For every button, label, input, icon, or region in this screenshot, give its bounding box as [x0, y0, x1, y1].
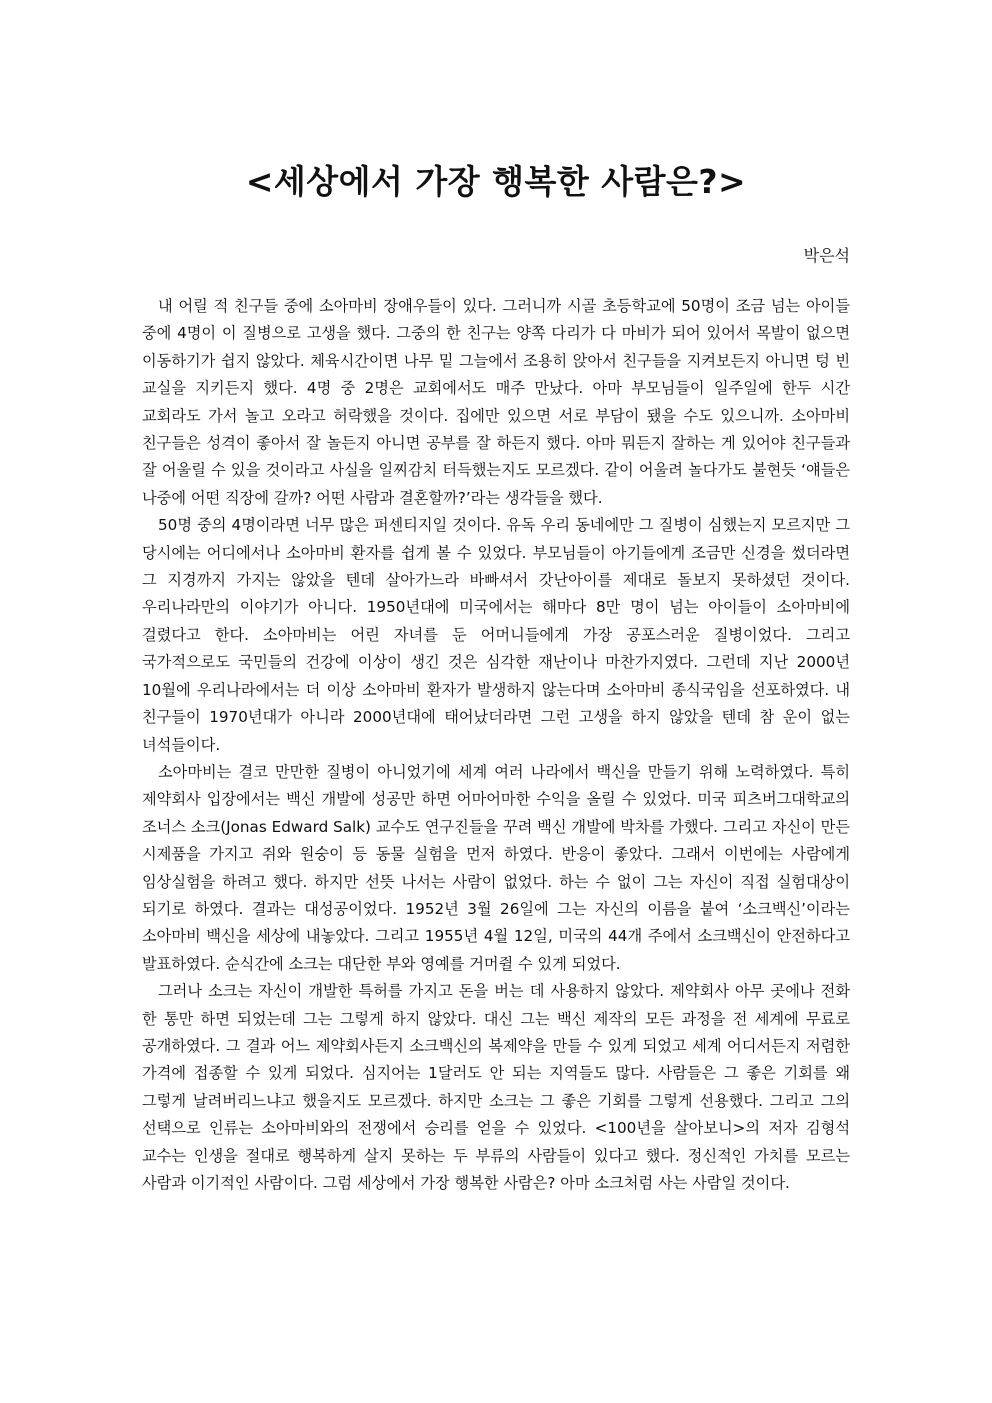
- author-name: 박은석: [803, 246, 850, 265]
- document-title: <세상에서 가장 행복한 사람은?>: [245, 162, 747, 201]
- paragraph-4: 그러나 소크는 자신이 개발한 특허를 가지고 돈을 버는 데 사용하지 않았다. 제약회사 아무 곳에나 전화 한 통만 하면 되었는데 그는 그렇게 하지 않았다. 대신 그는 백신 제작의 모든 과정을 전 세계에 무료로 공개하였다. 그 결과 어느 제약회사든지 소크백신의 복제약을 만들 수 있게 되었고 세계 어디서든지 저렴한 가격에 접종할 수 있게 되었다. 심지어는 1달러도 안 되는 지역들도 많다. 사람들은 그 좋은 기회를 왜 그렇게 날려버리느냐고 했을지도 모르겠다. 하지만 소크는 그 좋은 기회를 그렇게 선용했다. 그리고 그의 선택으로 인류는 소아마비와의 전쟁에서 승리를 얻을 수 있었다. <100년을 살아보니>의 저자 김형석 교수는 인생을 절대로 행복하게 살지 못하는 두 부류의 사람들이 있다고 했다. 정신적인 가치를 모르는 사람과 이기적인 사람이다. 그럼 세상에서 가장 행복한 사람은? 아마 소크처럼 사는 사람일 것이다.: [142, 982, 850, 1192]
- paragraph-3: 소아마비는 결코 만만한 질병이 아니었기에 세계 여러 나라에서 백신을 만들기 위해 노력하였다. 특히 제약회사 입장에서는 백신 개발에 성공만 하면 어마어마한 수익을 올릴 수 있었다. 미국 피츠버그대학교의 조너스 소크(Jonas Edward Salk) 교수도 연구진들을 꾸려 백신 개발에 박차를 가했다. 그리고 자신이 만든 시제품을 가지고 쥐와 원숭이 등 동물 실험을 먼저 하였다. 반응이 좋았다. 그래서 이번에는 사람에게 임상실험을 하려고 했다. 하지만 선뜻 나서는 사람이 없었다. 하는 수 없이 그는 자신이 직접 실험대상이 되기로 하였다. 결과는 대성공이었다. 1952년 3월 26일에 그는 자신의 이름을 붙여 ‘소크백신’이라는 소아마비 백신을 세상에 내놓았다. 그리고 1955년 4월 12일, 미국의 44개 주에서 소크백신이 안전하다고 발표하였다. 순식간에 소크는 대단한 부와 영예를 거머쥘 수 있게 되었다.: [142, 762, 850, 973]
- paragraph-1: 내 어릴 적 친구들 중에 소아마비 장애우들이 있다. 그러니까 시골 초등학교에 50명이 조금 넘는 아이들 중에 4명이 이 질병으로 고생을 했다. 그중의 한 친구는 양쪽 다리가 다 마비가 되어 있어서 목발이 없으면 이동하기가 쉽지 않았다. 체육시간이면 나무 밑 그늘에서 조용히 앉아서 친구들을 지켜보든지 아니면 텅 빈 교실을 지키든지 했다. 4명 중 2명은 교회에서도 매주 만났다. 아마 부모님들이 일주일에 한두 시간 교회라도 가서 놀고 오라고 허락했을 것이다. 집에만 있으면 서로 부담이 됐을 수도 있으니까. 소아마비 친구들은 성격이 좋아서 잘 놀든지 아니면 공부를 잘 하든지 했다. 아마 뭐든지 잘하는 게 있어야 친구들과 잘 어울릴 수 있을 것이라고 사실을 일찌감치 터득했는지도 모르겠다. 같이 어울려 놀다가도 불현듯 ‘얘들은 나중에 어떤 직장에 갈까? 어떤 사람과 결혼할까?’라는 생각들을 했다.: [142, 297, 850, 507]
- paragraph-2: 50명 중의 4명이라면 너무 많은 퍼센티지일 것이다. 유독 우리 동네에만 그 질병이 심했는지 모르지만 그 당시에는 어디에서나 소아마비 환자를 쉽게 볼 수 있었다. 부모님들이 아기들에게 조금만 신경을 썼더라면 그 지경까지 가지는 않았을 텐데 살아가느라 바빠셔서 갓난아이를 제대로 돌보지 못하셨던 것이다. 우리나라만의 이야기가 아니다. 1950년대에 미국에서는 해마다 8만 명이 넘는 아이들이 소아마비에 걸렸다고 한다. 소아마비는 어린 자녀를 둔 어머니들에게 가장 공포스러운 질병이었다. 그리고 국가적으로도 국민들의 건강에 이상이 생긴 것은 심각한 재난이나 마찬가지였다. 그런데 지난 2000년 10월에 우리나라에서는 더 이상 소아마비 환자가 발생하지 않는다며 소아마비 종식국임을 선포하였다. 내 친구들이 1970년대가 아니라 2000년대에 태어났더라면 그런 고생을 하지 않았을 텐데 참 운이 없는 녀석들이다.: [142, 516, 850, 754]
- essay-body: [142, 293, 850, 1197]
